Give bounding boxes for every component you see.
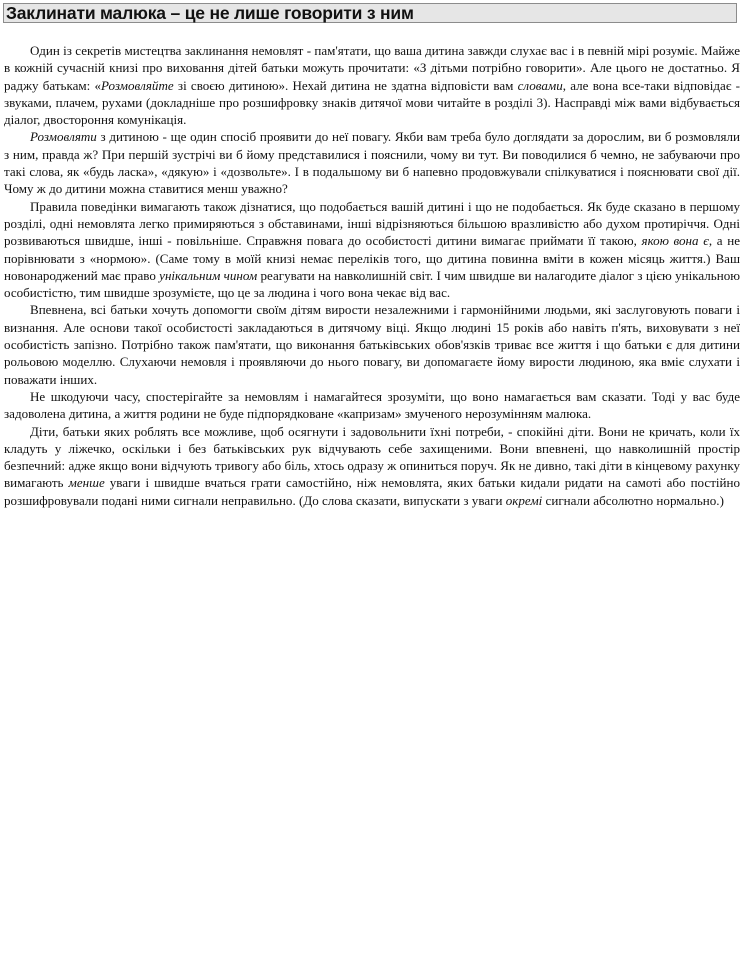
italic-text: унікальним чином <box>159 267 258 283</box>
text-run: з дитиною - ще один спосіб проявити до неї повагу. Якби вам треба було доглядати за дорослим, ви б розмовляли з ним, правда ж? При першій зустрічі ви б йому представилися і пояснили, чому ви тут. Ви поводилися б чемно, не забуваючи про такі слова, як «будь ласка», «дякую» і «дозвольте». І в подальшому ви б напевно продовжували спілкуватися і пояснювати свої дії. Чому ж до дитини можна ставитися менш уважно? <box>4 129 740 197</box>
italic-text: якою вона є <box>641 233 709 249</box>
italic-text: окремі <box>505 492 543 508</box>
paragraph <box>4 301 740 387</box>
paragraph <box>4 388 740 423</box>
paragraph <box>4 198 740 302</box>
text-run: реагувати на навколишній світ. І чим швидше ви налагодите діалог з цією унікальною особистістю, тим швидше зрозумієте, що це за людина і чого вона чекає від вас. <box>4 267 740 301</box>
text-run: Діти, батьки яких роблять все можливе, щоб осягнути і задовольнити їхні потреби, - спокійні діти. Вони не кричать, коли їх кладуть у ліжечко, оскільки і без батьківських рук відчувають себе захищеними. Вони впевнені, що навколишній простір безпечний: адже якщо вони відчують тривогу або біль, хтось одразу ж опиниться поруч. Як не дивно, такі діти в кінцевому рахунку вимагають <box>4 423 740 491</box>
text-run: , а не порівнювати з «нормою». (Саме тому в моїй книзі немає переліків того, що дитина повинна вміти в кожен місяць життя.) Ваш новонароджений має право <box>4 233 740 283</box>
text-run: Не шкодуючи часу, спостерігайте за немовлям і намагайтеся зрозуміти, що воно намагається вам сказати. Тоді у вас буде задоволена дитина, а життя родини не буде підпорядковане «капризам» змученого нерозумінням малюка. <box>4 388 740 422</box>
text-run: зі своєю дитиною». Нехай дитина не здатна відповісти вам <box>173 77 518 93</box>
text-run: Впевнена, всі батьки хочуть допомогти своїм дітям вирости незалежними і гармонійними людьми, які заслуговують поваги і визнання. Але основи такої особистості закладаються в дитячому віці. Якщо людині 15 років або навіть п'ять, виховувати з неї особистість запізно. Потрібно також пам'ятати, що виконання батьківських обов'язків триває все життя і що батьки є для дитини рольовою моделлю. Слухаючи немовля і проявляючи до нього повагу, ви допомагаєте йому вирости людиною, яка вміє слухати і поважати інших. <box>4 302 740 387</box>
text-run: Один із секретів мистецтва заклинання немовлят - пам'ятати, що ваша дитина завжди слухає вас і в певній мірі розуміє. Майже в кожній сучасній книзі про виховання дітей батьки можуть прочитати: «З дітьми потрібно говорити». Але цього не достатньо. Я раджу батькам: « <box>4 43 740 93</box>
paragraph <box>4 42 740 128</box>
italic-text: Розмовляти <box>30 129 97 145</box>
text-run: , але вона все-таки відповідає - звуками, плачем, рухами (докладніше про розшифровку знаків дитячої мови читайте в розділі 3). Насправді між вами відбувається діалог, двостороння комунікація. <box>4 77 741 128</box>
title-bar <box>3 3 737 23</box>
paragraph <box>4 128 740 197</box>
paragraph <box>4 423 740 509</box>
text-run: уваги і швидше вчаться грати самостійно, ніж немовлята, яких батьки кидали ридати на самоті або постійно розшифровували подані ними сигнали неправильно. (До слова сказати, випускати з уваги <box>4 475 741 508</box>
italic-text: словами <box>517 77 563 93</box>
italic-text: Розмовляйте <box>101 77 174 93</box>
italic-text: менше <box>68 475 105 491</box>
document-body <box>4 42 740 509</box>
text-run: сигнали абсолютно нормально.) <box>542 492 724 508</box>
page-title: Заклинати малюка – це не лише говорити з ним <box>6 3 414 23</box>
text-run: Правила поведінки вимагають також дізнатися, що подобається вашій дитині і що не подобається. Як буде сказано в першому розділі, одні немовлята легко примиряються з обставинами, інші відрізняються більшою вразливістю або духом протиріччя. Одні розвиваються швидше, інші - повільніше. Справжня повага до особистості дитини вимагає приймати її такою, <box>4 198 740 249</box>
